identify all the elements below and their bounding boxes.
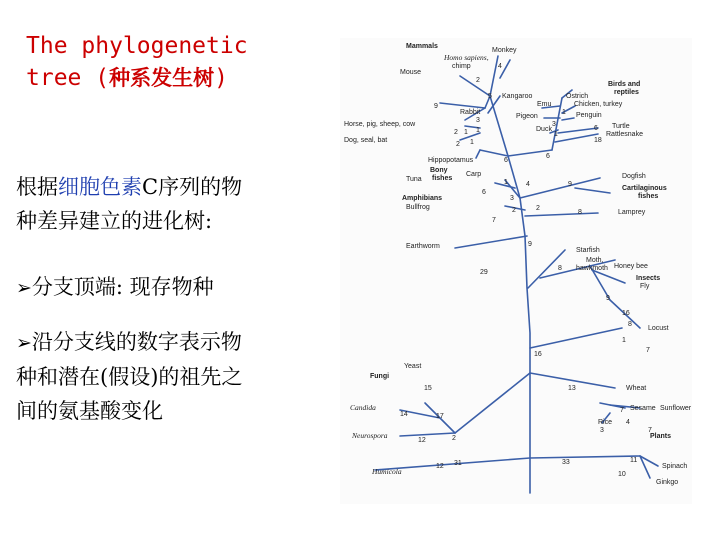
label-candida: Candida bbox=[350, 403, 376, 412]
num-2b: 2 bbox=[456, 141, 460, 148]
num-7d: 7 bbox=[648, 427, 652, 434]
bullet-1 bbox=[16, 270, 336, 305]
num-2d: 2 bbox=[512, 207, 516, 214]
num-2a: 2 bbox=[454, 129, 458, 136]
label-hawkmoth: hawkmoth bbox=[576, 265, 608, 272]
label-mammals: Mammals bbox=[406, 43, 438, 50]
phylogenetic-tree-figure bbox=[340, 38, 692, 504]
bullet-2-text-1: 沿分支线的数字表示物 bbox=[31, 330, 242, 354]
num-4b: 4 bbox=[626, 419, 630, 426]
branch-hippo-node bbox=[480, 150, 508, 156]
branch-cartilaginous bbox=[575, 188, 610, 193]
label-sunflower: Sunflower bbox=[660, 405, 692, 412]
num-12b: 12 bbox=[436, 463, 444, 470]
num-6a: 6 bbox=[594, 125, 598, 132]
bullet-1-text: 分支顶端: 现存物种 bbox=[31, 275, 214, 299]
label-fungi: Fungi bbox=[370, 373, 390, 380]
label-sesame: Sesame bbox=[630, 405, 656, 412]
title-close-paren: ) bbox=[214, 65, 228, 91]
label-rice: Rice bbox=[598, 419, 613, 426]
label-ginkgo: Ginkgo bbox=[656, 479, 679, 486]
num-monkey: 4 bbox=[498, 63, 502, 70]
num-15: 15 bbox=[424, 385, 432, 392]
num-2e: 2 bbox=[452, 435, 456, 442]
bullet-2-line-1 bbox=[16, 325, 336, 360]
branch-rattlesnake bbox=[555, 134, 598, 142]
label-monkey: Monkey bbox=[492, 47, 517, 54]
num-8b: 8 bbox=[558, 265, 562, 272]
branch-hippo bbox=[476, 150, 480, 158]
label-duck: Duck bbox=[536, 126, 552, 133]
num-3d: 3 bbox=[600, 427, 604, 434]
intro-text-a: 根据 bbox=[16, 175, 58, 199]
num-9d: 9 bbox=[606, 295, 610, 302]
branch-lamprey bbox=[525, 213, 598, 216]
label-yeast: Yeast bbox=[404, 363, 422, 370]
num-kangaroo: 5 bbox=[488, 93, 492, 100]
num-4a: 4 bbox=[526, 181, 530, 188]
label-rabbit: Rabbit bbox=[460, 109, 481, 116]
label-bony: Bony bbox=[430, 167, 448, 174]
label-starfish: Starfish bbox=[576, 247, 600, 254]
label-insects: Insects bbox=[636, 275, 661, 282]
num-1g: 1 bbox=[622, 337, 626, 344]
num-1f: 1 bbox=[504, 179, 508, 186]
num-6c: 6 bbox=[504, 157, 508, 164]
num-6d: 6 bbox=[482, 189, 486, 196]
num-1d: 1 bbox=[562, 109, 566, 116]
label-spinach: Spinach bbox=[662, 463, 688, 470]
label-locust: Locust bbox=[648, 325, 669, 332]
branch-earthworm bbox=[455, 236, 527, 248]
num-16a: 16 bbox=[622, 310, 630, 317]
label-carp: Carp bbox=[466, 171, 482, 178]
branch-neurospora bbox=[400, 433, 455, 436]
num-16b: 16 bbox=[534, 351, 542, 358]
label-reptiles: reptiles bbox=[614, 89, 639, 96]
num-11: 11 bbox=[630, 457, 638, 464]
title-cn-part: 种系发生树 bbox=[109, 66, 215, 90]
label-ostrich: Ostrich bbox=[566, 93, 589, 100]
num-29: 29 bbox=[480, 269, 488, 276]
label-penguin: Penguin bbox=[576, 112, 602, 119]
label-turtle: Turtle bbox=[612, 123, 630, 130]
label-lamprey: Lamprey bbox=[618, 209, 646, 216]
num-1a: 1 bbox=[476, 127, 480, 134]
bullet-2-line-2: 种和潜在(假设)的祖先之 bbox=[16, 365, 243, 389]
num-3a: 3 bbox=[476, 117, 480, 124]
label-mouse: Mouse bbox=[400, 69, 422, 76]
intro-text-b: C序列的物 bbox=[142, 175, 243, 199]
num-2c: 2 bbox=[536, 205, 540, 212]
intro-line-1 bbox=[16, 170, 336, 204]
num-1c: 1 bbox=[470, 139, 474, 146]
num-7a: 7 bbox=[492, 217, 496, 224]
tree-svg bbox=[340, 38, 692, 504]
label-hippo: Hippopotamus bbox=[428, 157, 474, 164]
label-pigeon: Pigeon bbox=[516, 113, 538, 120]
label-honeybee: Honey bee bbox=[614, 263, 648, 270]
title-line-1: The phylogenetic bbox=[26, 33, 248, 59]
label-moth: Moth, bbox=[586, 257, 604, 264]
label-birds: Birds and bbox=[608, 81, 641, 88]
label-humicola: Humicola bbox=[372, 467, 402, 476]
branch-monkey bbox=[490, 56, 498, 96]
num-31: 31 bbox=[454, 460, 462, 467]
bullet-arrow-icon: ➢ bbox=[16, 277, 32, 299]
label-earthworm: Earthworm bbox=[406, 243, 440, 250]
num-6b: 6 bbox=[546, 153, 550, 160]
branch-penguin bbox=[562, 118, 574, 120]
intro-line-2: 种差异建立的进化树: bbox=[16, 209, 213, 233]
branch-turtle bbox=[558, 128, 598, 133]
label-horse: Horse, pig, sheep, cow bbox=[344, 121, 416, 128]
num-14: 14 bbox=[400, 411, 408, 418]
branch-rabbit-9 bbox=[440, 103, 485, 108]
num-10: 10 bbox=[618, 471, 626, 478]
bullet-2 bbox=[16, 325, 336, 428]
num-3c: 3 bbox=[510, 195, 514, 202]
num-9: 9 bbox=[434, 103, 438, 110]
label-kangaroo: Kangaroo bbox=[502, 93, 533, 100]
slide-title bbox=[26, 30, 326, 94]
num-9c: 9 bbox=[528, 241, 532, 248]
title-line-2 bbox=[26, 62, 326, 94]
label-chimp: chimp bbox=[452, 63, 471, 70]
num-12a: 12 bbox=[418, 437, 426, 444]
num-3b: 3 bbox=[552, 121, 556, 128]
label-chicken: Chicken, turkey bbox=[574, 101, 623, 108]
bullet-arrow-icon: ➢ bbox=[16, 332, 32, 354]
num-8c: 8 bbox=[628, 321, 632, 328]
num-mouse: 2 bbox=[476, 77, 480, 84]
intro-paragraph bbox=[16, 170, 336, 238]
label-homo: Homo sapiens, bbox=[444, 53, 489, 62]
num-1e: 1 bbox=[554, 131, 558, 138]
num-18: 18 bbox=[594, 137, 602, 144]
label-rattlesnake: Rattlesnake bbox=[606, 131, 643, 138]
title-en-part: tree ( bbox=[26, 65, 110, 91]
label-neurospora: Neurospora bbox=[352, 431, 388, 440]
label-bullfrog: Bullfrog bbox=[406, 204, 430, 211]
branch-mouse bbox=[460, 76, 490, 96]
label-cfishes: fishes bbox=[638, 193, 659, 200]
branch-dogfish bbox=[520, 178, 600, 198]
label-plants: Plants bbox=[650, 433, 672, 440]
num-8a: 8 bbox=[578, 209, 582, 216]
label-dogfish: Dogfish bbox=[622, 173, 646, 180]
num-7b: 7 bbox=[646, 347, 650, 354]
num-9b: 9 bbox=[568, 181, 572, 188]
label-emu: Emu bbox=[537, 101, 552, 108]
label-fly: Fly bbox=[640, 283, 650, 290]
label-cartilaginous: Cartilaginous bbox=[622, 185, 667, 192]
num-13: 13 bbox=[568, 385, 576, 392]
branch-locust-link bbox=[530, 328, 622, 348]
branch-plants bbox=[530, 456, 640, 458]
num-7c: 7 bbox=[620, 407, 624, 414]
bullet-2-line-3: 间的氨基酸变化 bbox=[16, 399, 163, 423]
label-amphibians: Amphibians bbox=[402, 195, 443, 202]
label-tuna: Tuna bbox=[406, 176, 422, 183]
label-wheat: Wheat bbox=[626, 385, 647, 392]
label-fishes: fishes bbox=[432, 175, 453, 182]
intro-text-highlight: 细胞色素 bbox=[58, 175, 142, 199]
label-dog: Dog, seal, bat bbox=[344, 137, 388, 144]
num-17: 17 bbox=[436, 413, 444, 420]
num-1b: 1 bbox=[464, 129, 468, 136]
num-33: 33 bbox=[562, 459, 570, 466]
branch-fungi bbox=[455, 373, 530, 433]
